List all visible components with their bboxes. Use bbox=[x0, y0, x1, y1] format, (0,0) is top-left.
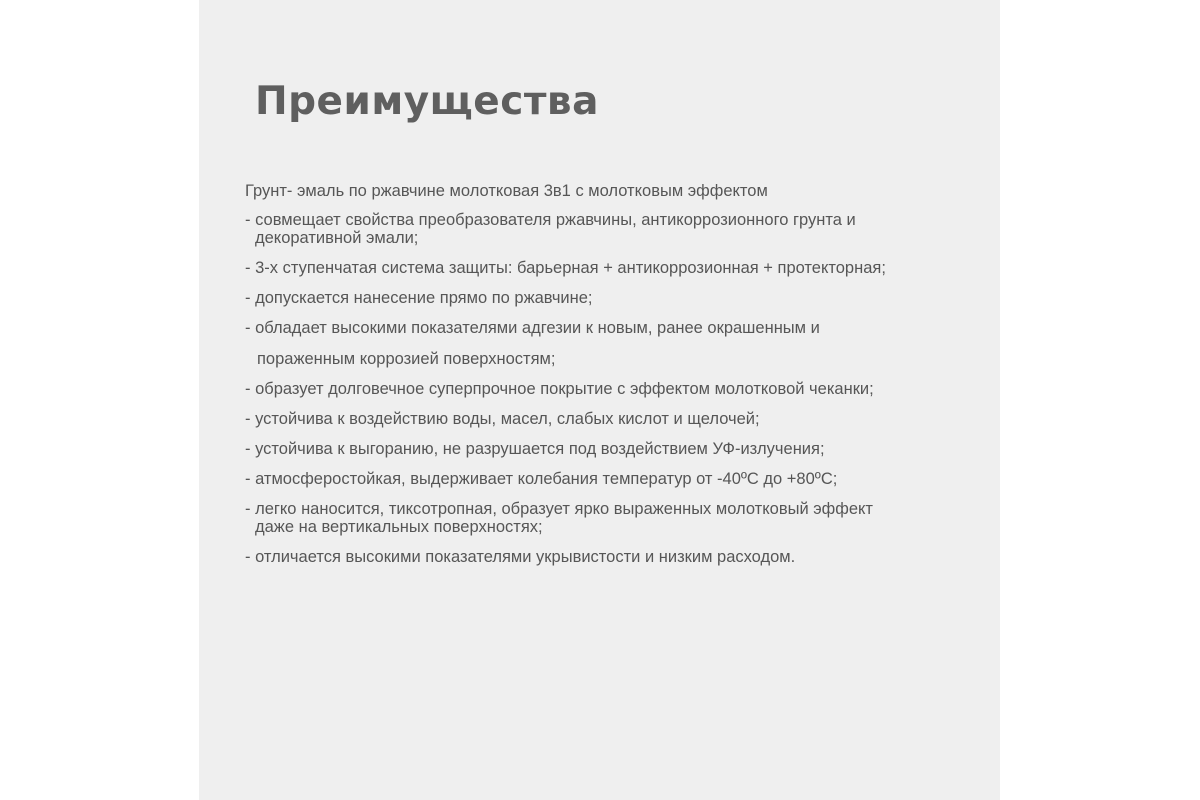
list-item bbox=[245, 211, 985, 247]
list-item-text: - образует долговечное суперпрочное покрытие с эффектом молотковой чеканки; bbox=[245, 380, 874, 398]
page-title: Преимущества bbox=[255, 79, 599, 124]
list-item-text: - обладает высокими показателями адгезии к новым, ранее окрашенным и bbox=[245, 319, 820, 337]
list-item bbox=[245, 500, 985, 536]
list-item-text: - устойчива к выгоранию, не разрушается под воздействием УФ-излучения; bbox=[245, 440, 825, 458]
list-item bbox=[245, 259, 985, 277]
list-item-text: - 3-х ступенчатая система защиты: барьерная + антикоррозионная + протекторная; bbox=[245, 259, 886, 277]
list-item-continuation: декоративной эмали; bbox=[255, 229, 419, 247]
intro-line: Грунт- эмаль по ржавчине молотковая 3в1 с молотковым эффектом bbox=[245, 182, 768, 200]
list-item bbox=[245, 548, 985, 566]
list-item-continuation: даже на вертикальных поверхностях; bbox=[255, 518, 543, 536]
list-item-text: - допускается нанесение прямо по ржавчине; bbox=[245, 289, 593, 307]
list-item-continuation: пораженным коррозией поверхностям; bbox=[257, 350, 556, 368]
list-item-text: - отличается высокими показателями укрывистости и низким расходом. bbox=[245, 548, 796, 566]
list-item bbox=[245, 470, 985, 488]
list-item-text: - легко наносится, тиксотропная, образует ярко выраженных молотковый эффект bbox=[245, 500, 873, 518]
list-item bbox=[245, 410, 985, 428]
list-item bbox=[245, 380, 985, 398]
list-item bbox=[245, 319, 985, 368]
list-item bbox=[245, 440, 985, 458]
list-item-text: - атмосферостойкая, выдерживает колебания температур от -40ºС до +80ºС; bbox=[245, 470, 838, 488]
benefits-text bbox=[245, 180, 985, 578]
content-card bbox=[199, 0, 1000, 800]
list-item bbox=[245, 289, 985, 307]
list-item-text: - совмещает свойства преобразователя ржавчины, антикоррозионного грунта и bbox=[245, 211, 856, 229]
list-item-text: - устойчива к воздействию воды, масел, слабых кислот и щелочей; bbox=[245, 410, 760, 428]
